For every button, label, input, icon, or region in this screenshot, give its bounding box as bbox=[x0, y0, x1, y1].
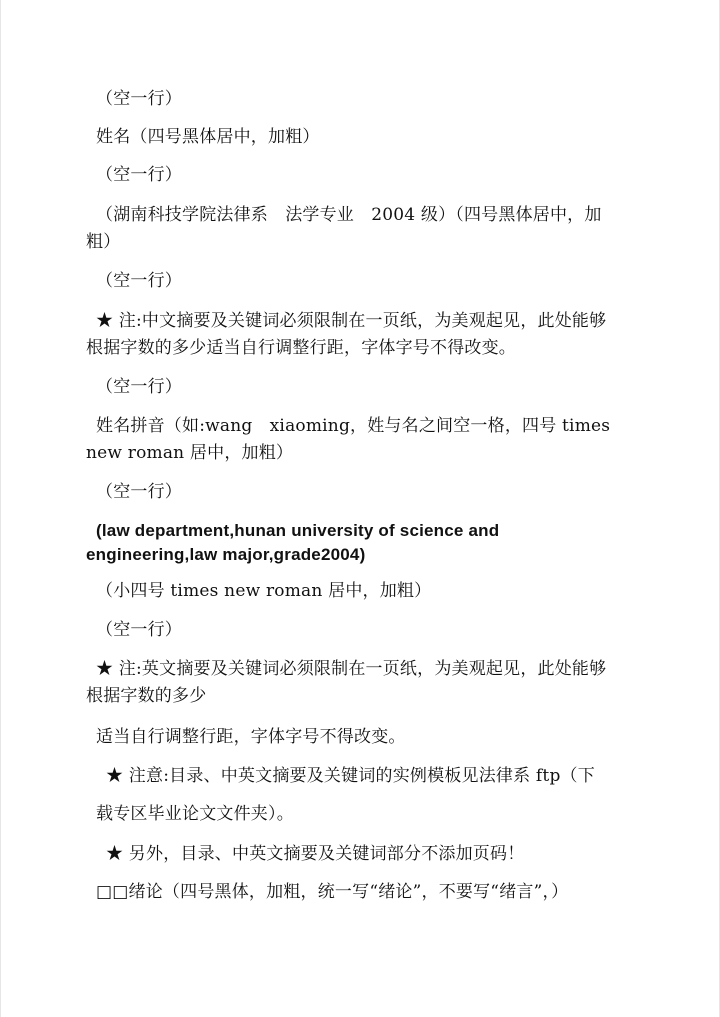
text-line-cn-abstract-note-cont: 根据字数的多少适当自行调整行距，字体字号不得改变。 bbox=[86, 338, 516, 358]
text-line-template-note: ★ 注意:目录、中英文摘要及关键词的实例模板见法律系 ftp（下 bbox=[106, 766, 595, 786]
text-line-name-pinyin-cont: new roman 居中，加粗） bbox=[86, 443, 294, 463]
text-line-cn-abstract-note: ★ 注:中文摘要及关键词必须限制在一页纸，为美观起见，此处能够 bbox=[96, 311, 607, 331]
text-line-en-abstract-note: ★ 注:英文摘要及关键词必须限制在一页纸，为美观起见，此处能够 bbox=[96, 659, 607, 679]
text-line-name-heading: 姓名（四号黑体居中，加粗） bbox=[96, 127, 320, 147]
text-line-blank-6: （空一行） bbox=[96, 620, 182, 640]
text-line-page-number-note: ★ 另外，目录、中英文摘要及关键词部分不添加页码！ bbox=[106, 844, 525, 864]
text-line-blank-4: （空一行） bbox=[96, 377, 182, 397]
text-line-en-affiliation-cont: engineering,law major,grade2004) bbox=[86, 545, 366, 564]
text-line-en-font-note: （小四号 times new roman 居中，加粗） bbox=[96, 581, 432, 601]
text-line-blank-1: （空一行） bbox=[96, 89, 182, 109]
text-line-blank-5: （空一行） bbox=[96, 482, 182, 502]
text-line-blank-2: （空一行） bbox=[96, 165, 182, 185]
text-line-introduction-heading: □□绪论（四号黑体，加粗，统一写“绪论”，不要写“绪言”，） bbox=[96, 882, 569, 902]
text-line-name-pinyin: 姓名拼音（如:wang xiaoming，姓与名之间空一格，四号 times bbox=[96, 416, 611, 436]
text-line-en-abstract-note-cont: 根据字数的多少 bbox=[86, 686, 207, 706]
text-line-template-note-cont: 载专区毕业论文文件夹）。 bbox=[96, 804, 294, 824]
text-line-blank-3: （空一行） bbox=[96, 271, 182, 291]
page-edge-left bbox=[0, 0, 1, 1017]
text-line-school-info-cont: 粗） bbox=[86, 232, 121, 252]
text-line-school-info: （湖南科技学院法律系 法学专业 2004 级）（四号黑体居中，加 bbox=[96, 205, 602, 225]
text-line-en-abstract-note-cont-2: 适当自行调整行距，字体字号不得改变。 bbox=[96, 727, 406, 747]
text-line-en-affiliation: (law department,hunan university of science and bbox=[96, 521, 500, 540]
